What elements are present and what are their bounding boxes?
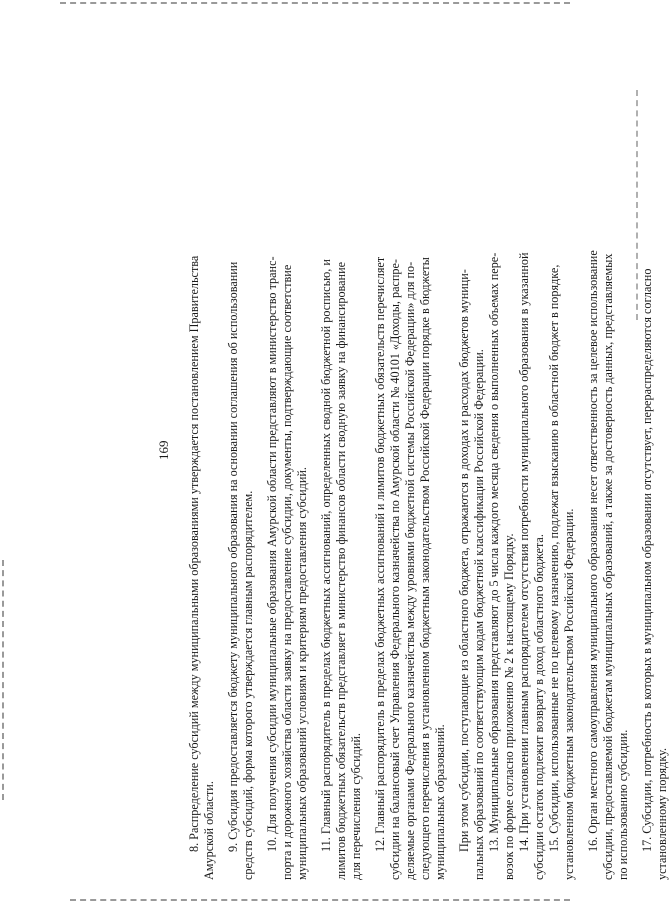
page-number: 169 [156, 440, 171, 460]
rotated-document-page [100, 30, 669, 880]
paragraph-8-line-2: Амурской области. [202, 781, 216, 880]
paragraph-12b-line-1: При этом субсидии, поступающие из областного бюджета, отражаются в доходах и расходах бюджетов муници- [457, 269, 471, 852]
scan-edge-mark-right [636, 90, 638, 320]
paragraph-12-line-2: субсидии на балансовый счет Управления Федерального казначейства по Амурской области № 40101 «Доходы, распре- [388, 259, 402, 880]
paragraph-9-line-2: средств субсидий, форма которого утверждается главным распорядителем. [241, 490, 255, 880]
paragraph-16-line-1: 16. Орган местного самоуправления муниципального образования несет ответственность за целевое использование [586, 250, 600, 852]
paragraph-12-line-5: муниципальных образований. [433, 724, 447, 880]
paragraph-15-line-2: установленном бюджетным законодательством Российской Федерации. [562, 508, 576, 880]
paragraph-12-line-1: 12. Главный распорядитель в пределах бюджетных ассигнований и лимитов бюджетных обязательств перечисляет [373, 256, 387, 852]
paragraph-17-line-2: установленному порядку. [655, 747, 669, 880]
paragraph-10-line-2: порта и дорожного хозяйства области заявку на предоставление субсидии, документы, подтверждающие соответствие [280, 264, 294, 880]
paragraph-13-line-2: возок по форме согласно приложению № 2 к настоящему Порядку. [502, 533, 516, 880]
paragraph-12-line-4: следующего перечисления в установленном бюджетным законодательством Российской Федерации порядке в бюджеты [418, 257, 432, 880]
paragraph-16-line-3: по использованию субсидии. [616, 729, 630, 880]
paragraph-14-line-1: 14. При установлении главным распорядителем отсутствия потребности муниципального образования в указанной [517, 252, 531, 852]
paragraph-12b-line-2: пальных образований по соответствующим кодам бюджетной классификации Российской Федерации. [472, 349, 486, 880]
paragraph-8-line-1: 8. Распределение субсидий между муниципальными образованиями утверждается постановлением Правительства [187, 255, 201, 852]
paragraph-13-line-1: 13. Муниципальные образования представляют до 5 числа каждого месяца сведения о выполненных объемах пере- [487, 252, 501, 852]
paragraph-11-line-1: 11. Главный распорядитель в пределах бюджетных ассигнований, определенных сводной бюджетной росписью, и [319, 259, 333, 852]
paragraph-15-line-1: 15. Субсидии, использованные не по целевому назначению, подлежат взысканию в областной бюджет в порядке, [547, 264, 561, 852]
paragraph-10-line-1: 10. Для получения субсидии муниципальные образования Амурской области представляют в министерство транс- [265, 256, 279, 852]
paragraph-12-line-3: деляемые органами Федерального казначейства между уровнями бюджетной системы Российской Федерации» для по- [403, 261, 417, 880]
scan-edge-mark-top [60, 2, 570, 4]
paragraph-14-line-2: субсидии остаток подлежит возврату в доход областного бюджета. [532, 534, 546, 880]
paragraph-11-line-2: лимитов бюджетных обязательств представляет в министерство финансов области сводную заявку на финансирование [334, 262, 348, 880]
paragraph-9-line-1: 9. Субсидия предоставляется бюджету муниципального образования на основании соглашения об использовании [226, 261, 240, 852]
scan-edge-mark-bottom [70, 899, 570, 901]
paragraph-10-line-3: муниципальных образований условиям и критериям предоставления субсидий. [295, 467, 309, 880]
scan-edge-mark-left [2, 560, 4, 800]
paragraph-17-line-1: 17. Субсидии, потребность в которых в муниципальном образовании отсутствует, перераспределяются согласно [640, 268, 654, 852]
paragraph-11-line-3: для перечисления субсидий. [349, 733, 363, 880]
paragraph-16-line-2: субсидии, предоставляемой бюджетам муниципальных образований, а также за достоверность данных, представляемых [601, 253, 615, 880]
